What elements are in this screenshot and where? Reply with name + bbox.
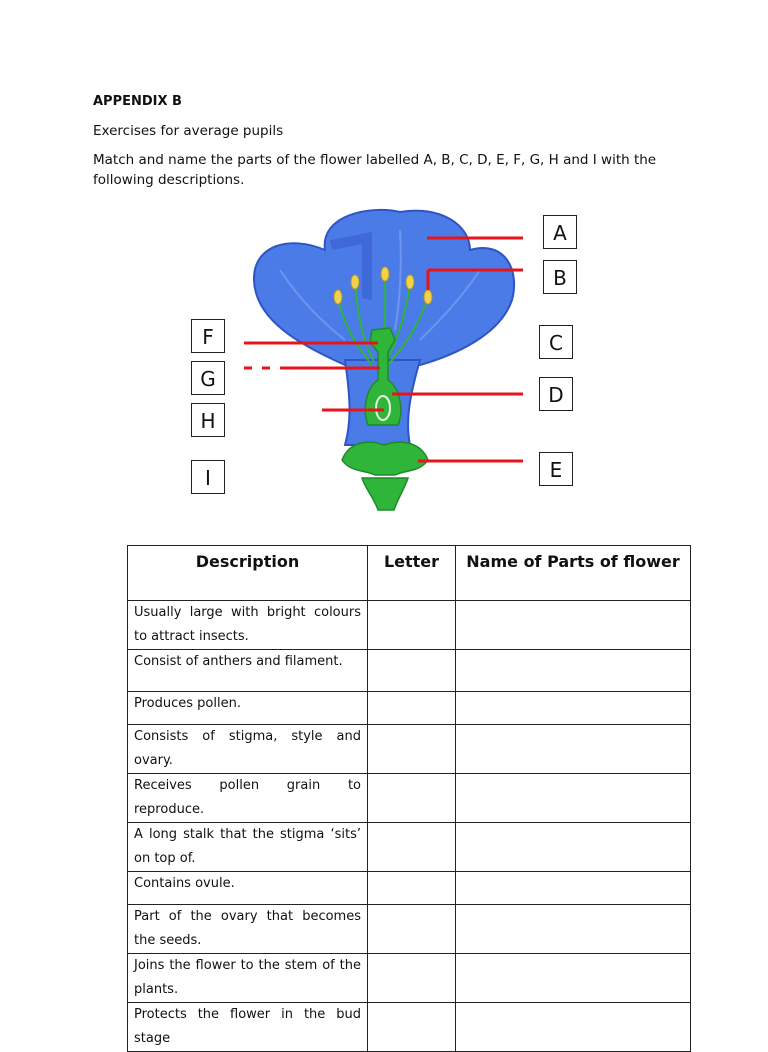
letter-cell[interactable]: [368, 650, 456, 692]
part-name-cell[interactable]: [456, 774, 691, 823]
table-row: [128, 905, 691, 954]
label-box-f: F: [191, 319, 225, 353]
description-cell: Receives pollen grain to reproduce.: [128, 774, 368, 823]
header-name-of-parts: Name of Parts of flower: [456, 546, 691, 601]
part-name-cell[interactable]: [456, 905, 691, 954]
description-cell: Consist of anthers and filament.: [128, 650, 368, 692]
appendix-heading: APPENDIX B: [93, 94, 182, 109]
description-cell: Joins the flower to the stem of the plants.: [128, 954, 368, 1003]
description-cell: Protects the flower in the bud stage: [128, 1003, 368, 1052]
table-row: [128, 601, 691, 650]
label-box-d: D: [539, 377, 573, 411]
letter-cell[interactable]: [368, 601, 456, 650]
label-box-a: A: [543, 215, 577, 249]
part-name-cell[interactable]: [456, 954, 691, 1003]
sepals: [342, 442, 428, 475]
part-name-cell[interactable]: [456, 1003, 691, 1052]
table-row: [128, 1003, 691, 1052]
label-box-h: H: [191, 403, 225, 437]
label-box-c: C: [539, 325, 573, 359]
receptacle-stem: [362, 478, 408, 510]
letter-cell[interactable]: [368, 774, 456, 823]
letter-cell[interactable]: [368, 954, 456, 1003]
table-header-row: [128, 546, 691, 601]
part-name-cell[interactable]: [456, 692, 691, 725]
part-name-cell[interactable]: [456, 601, 691, 650]
table-row: [128, 650, 691, 692]
description-cell: Contains ovule.: [128, 872, 368, 905]
label-box-e: E: [539, 452, 573, 486]
description-cell: A long stalk that the stigma ‘sits’ on top of.: [128, 823, 368, 872]
header-description: Description: [128, 546, 368, 601]
letter-cell[interactable]: [368, 1003, 456, 1052]
description-cell: Usually large with bright colours to attract insects.: [128, 601, 368, 650]
label-box-g: G: [191, 361, 225, 395]
part-name-cell[interactable]: [456, 823, 691, 872]
letter-cell[interactable]: [368, 905, 456, 954]
part-name-cell[interactable]: [456, 650, 691, 692]
table-row: [128, 725, 691, 774]
letter-cell[interactable]: [368, 692, 456, 725]
matching-table: [127, 545, 691, 1052]
exercise-subheading: Exercises for average pupils: [93, 123, 284, 139]
letter-cell[interactable]: [368, 823, 456, 872]
label-box-b: B: [543, 260, 577, 294]
description-cell: Part of the ovary that becomes the seeds.: [128, 905, 368, 954]
table-row: [128, 774, 691, 823]
table-row: [128, 872, 691, 905]
table-row: [128, 692, 691, 725]
letter-cell[interactable]: [368, 725, 456, 774]
header-letter: Letter: [368, 546, 456, 601]
part-name-cell[interactable]: [456, 725, 691, 774]
description-cell: Consists of stigma, style and ovary.: [128, 725, 368, 774]
description-cell: Produces pollen.: [128, 692, 368, 725]
letter-cell[interactable]: [368, 872, 456, 905]
table-row: [128, 954, 691, 1003]
table-row: [128, 823, 691, 872]
label-box-i: I: [191, 460, 225, 494]
instructions-text: Match and name the parts of the flower labelled A, B, C, D, E, F, G, H and I with the following descriptions.: [93, 152, 657, 188]
part-name-cell[interactable]: [456, 872, 691, 905]
